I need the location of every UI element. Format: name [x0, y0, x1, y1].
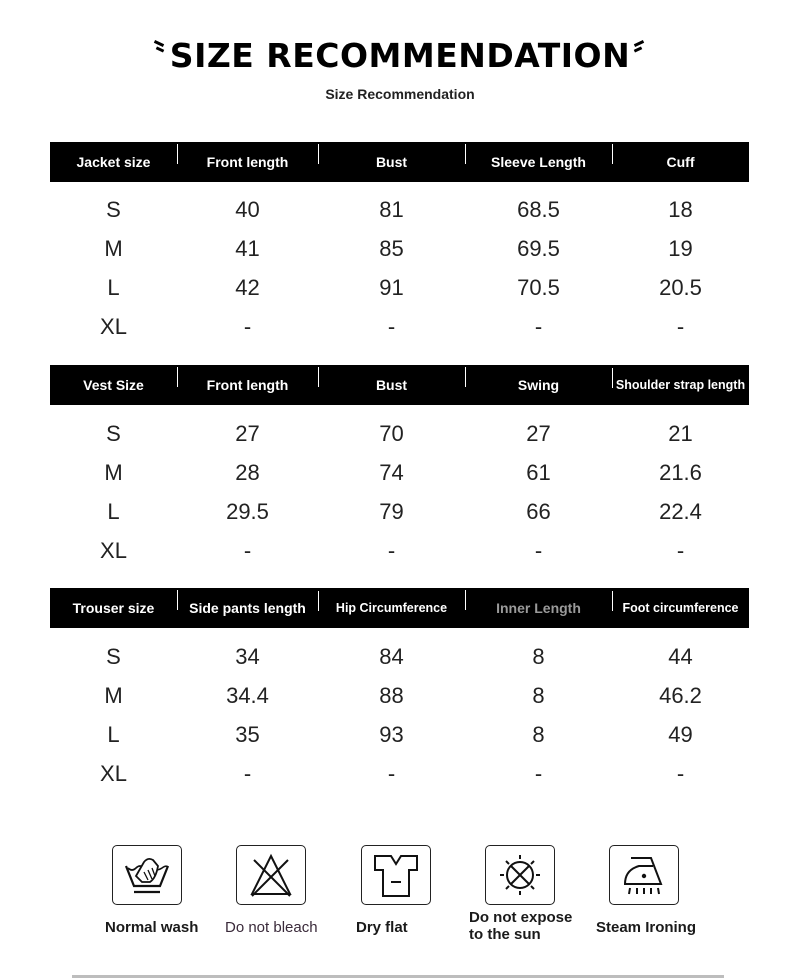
care-label: Dry flat [356, 919, 408, 936]
value-cell: 70.5 [517, 274, 560, 300]
value-cell: - [676, 313, 685, 339]
table-row [50, 268, 749, 307]
column-header: Swing [465, 377, 612, 393]
vest-size-table [50, 365, 749, 570]
size-cell: XL [100, 537, 127, 563]
column-header: Vest Size [83, 377, 144, 393]
table-row [50, 715, 749, 754]
value-cell: 84 [379, 643, 404, 669]
value-cell: - [387, 537, 396, 563]
value-cell: 85 [379, 235, 404, 261]
table-row [50, 492, 749, 531]
column-header: Foot circumference [612, 601, 749, 615]
value-cell: 8 [532, 721, 545, 747]
care-instructions [0, 845, 800, 955]
value-cell: 22.4 [659, 498, 702, 524]
jacket-size-table [50, 142, 749, 346]
value-cell: 8 [532, 682, 545, 708]
value-cell: 42 [235, 274, 260, 300]
care-item-steam-iron [596, 845, 739, 936]
care-label: Do not expose to the sun [469, 909, 573, 943]
value-cell: 41 [235, 235, 260, 261]
column-header: Bust [318, 154, 465, 170]
value-cell: 35 [235, 721, 260, 747]
steam-iron-icon [609, 845, 679, 905]
table-row [50, 190, 749, 229]
care-label: Normal wash [105, 919, 199, 936]
table-header [50, 588, 749, 628]
size-cell: S [106, 420, 121, 446]
table-row [50, 531, 749, 570]
divider [72, 975, 724, 978]
value-cell: 66 [526, 498, 551, 524]
value-cell: 27 [526, 420, 551, 446]
size-cell: XL [100, 313, 127, 339]
accent-marks-icon [634, 40, 646, 54]
value-cell: 93 [379, 721, 404, 747]
trouser-size-table [50, 588, 749, 793]
page-title: SIZE RECOMMENDATION [169, 36, 631, 75]
value-cell: 49 [668, 721, 693, 747]
value-cell: - [534, 537, 543, 563]
value-cell: 46.2 [659, 682, 702, 708]
column-header: Front length [177, 154, 318, 170]
value-cell: 21 [668, 420, 693, 446]
column-header: Sleeve Length [465, 154, 612, 170]
table-row [50, 637, 749, 676]
value-cell: 29.5 [226, 498, 269, 524]
column-header: Inner Length [465, 600, 612, 616]
value-cell: 34.4 [226, 682, 269, 708]
column-header: Cuff [612, 154, 749, 170]
table-header [50, 365, 749, 405]
value-cell: - [387, 313, 396, 339]
column-header: Trouser size [72, 600, 155, 616]
table-row [50, 453, 749, 492]
value-cell: - [243, 313, 252, 339]
value-cell: 44 [668, 643, 693, 669]
value-cell: 88 [379, 682, 404, 708]
size-cell: L [107, 721, 120, 747]
dry-flat-icon [361, 845, 431, 905]
value-cell: 20.5 [659, 274, 702, 300]
value-cell: - [243, 760, 252, 786]
column-header: Jacket size [76, 154, 151, 170]
value-cell: 27 [235, 420, 260, 446]
value-cell: 34 [235, 643, 260, 669]
column-header: Bust [318, 377, 465, 393]
table-row [50, 414, 749, 453]
value-cell: 40 [235, 196, 260, 222]
page-subtitle: Size Recommendation [325, 86, 475, 102]
column-header: Side pants length [177, 600, 318, 616]
no-sun-icon [485, 845, 555, 905]
table-row [50, 229, 749, 268]
value-cell: 69.5 [517, 235, 560, 261]
care-item-no-bleach [225, 845, 366, 936]
value-cell: 74 [379, 459, 404, 485]
size-cell: M [104, 682, 123, 708]
column-header: Front length [177, 377, 318, 393]
accent-marks-icon [154, 40, 166, 54]
no-bleach-icon [236, 845, 306, 905]
value-cell: 91 [379, 274, 404, 300]
value-cell: 8 [532, 643, 545, 669]
hand-wash-icon [112, 845, 182, 905]
table-header [50, 142, 749, 182]
size-cell: M [104, 235, 123, 261]
value-cell: 61 [526, 459, 551, 485]
page-title-wrap [154, 36, 646, 75]
value-cell: 70 [379, 420, 404, 446]
size-cell: XL [100, 760, 127, 786]
value-cell: - [534, 313, 543, 339]
column-header: Shoulder strap length [612, 378, 749, 392]
care-label: Do not bleach [225, 919, 318, 936]
table-row [50, 307, 749, 346]
size-cell: L [107, 498, 120, 524]
table-row [50, 676, 749, 715]
size-cell: L [107, 274, 120, 300]
title-block [0, 36, 800, 75]
care-item-normal-wash [105, 845, 242, 936]
size-cell: M [104, 459, 123, 485]
value-cell: - [534, 760, 543, 786]
care-label: Steam Ironing [596, 919, 697, 936]
value-cell: 28 [235, 459, 260, 485]
value-cell: - [676, 537, 685, 563]
column-header: Hip Circumference [318, 601, 465, 615]
table-row [50, 754, 749, 793]
size-cell: S [106, 196, 121, 222]
value-cell: - [676, 760, 685, 786]
value-cell: 18 [668, 196, 693, 222]
value-cell: 79 [379, 498, 404, 524]
value-cell: 81 [379, 196, 404, 222]
value-cell: 19 [668, 235, 693, 261]
value-cell: 21.6 [659, 459, 702, 485]
value-cell: - [243, 537, 252, 563]
size-cell: S [106, 643, 121, 669]
value-cell: - [387, 760, 396, 786]
value-cell: 68.5 [517, 196, 560, 222]
